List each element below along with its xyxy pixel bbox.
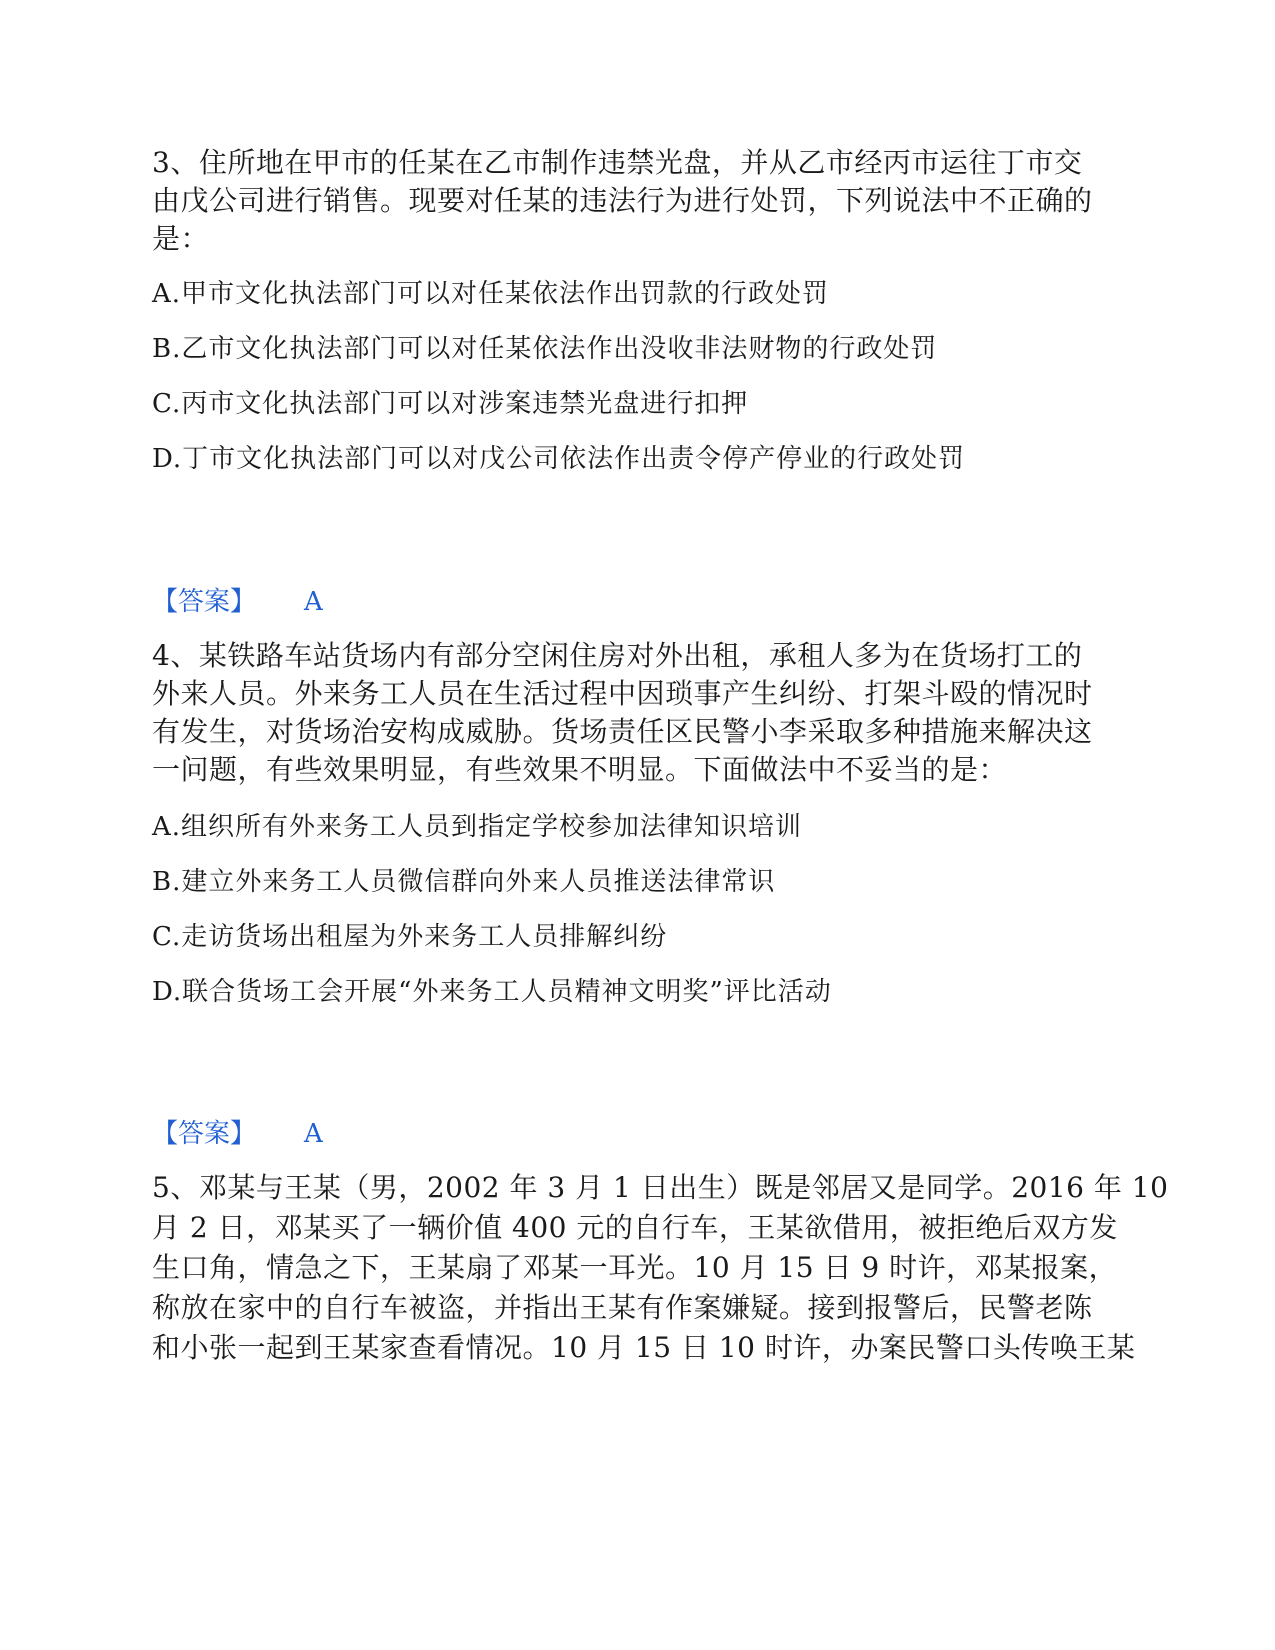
answer-label: 【答案】 (152, 587, 257, 617)
question-4-option-c: C.走访货场出租屋为外来务工人员排解纠纷 (152, 922, 668, 952)
question-4-line-1: 4、某铁路车站货场内有部分空闲住房对外出租，承租人多为在货场打工的 (152, 639, 1083, 672)
question-3-option-a: A.甲市文化执法部门可以对任某依法作出罚款的行政处罚 (152, 279, 830, 309)
question-3-line-3: 是： (152, 222, 210, 255)
question-4-line-3: 有发生，对货场治安构成威胁。货场责任区民警小李采取多种措施来解决这 (152, 715, 1093, 748)
question-3-line-2: 由戊公司进行销售。现要对任某的违法行为进行处罚，下列说法中不正确的 (152, 184, 1093, 217)
question-5-line-1: 5、邓某与王某（男，2002 年 3 月 1 日出生）既是邻居又是同学。2016 年 10 (152, 1171, 1169, 1204)
question-3-option-b: B.乙市文化执法部门可以对任某依法作出没收非法财物的行政处罚 (152, 334, 938, 364)
question-5-line-4: 称放在家中的自行车被盗，并指出王某有作案嫌疑。接到报警后，民警老陈 (152, 1291, 1093, 1324)
question-4-option-a: A.组织所有外来务工人员到指定学校参加法律知识培训 (152, 812, 803, 842)
question-5-line-3: 生口角，情急之下，王某扇了邓某一耳光。10 月 15 日 9 时许，邓某报案， (152, 1251, 1118, 1284)
question-5-line-2: 月 2 日，邓某买了一辆价值 400 元的自行车，王某欲借用，被拒绝后双方发 (152, 1211, 1118, 1244)
question-4-option-d: D.联合货场工会开展“外来务工人员精神文明奖”评比活动 (152, 977, 832, 1007)
question-5-line-5: 和小张一起到王某家查看情况。10 月 15 日 10 时许，办案民警口头传唤王某 (152, 1331, 1136, 1364)
question-4-line-4: 一问题，有些效果明显，有些效果不明显。下面做法中不妥当的是： (152, 753, 1008, 786)
question-3-option-c: C.丙市文化执法部门可以对涉案违禁光盘进行扣押 (152, 389, 749, 419)
answer-label: 【答案】 (152, 1119, 257, 1149)
question-3-line-1: 3、住所地在甲市的任某在乙市制作违禁光盘，并从乙市经丙市运往丁市交 (152, 146, 1083, 179)
answer-value: A (304, 587, 323, 617)
question-4-answer (152, 1116, 323, 1152)
question-3-answer (152, 584, 323, 620)
answer-value: A (304, 1119, 323, 1149)
question-4-option-b: B.建立外来务工人员微信群向外来人员推送法律常识 (152, 867, 776, 897)
question-4-line-2: 外来人员。外来务工人员在生活过程中因琐事产生纠纷、打架斗殴的情况时 (152, 677, 1093, 710)
question-3-option-d: D.丁市文化执法部门可以对戊公司依法作出责令停产停业的行政处罚 (152, 444, 966, 474)
